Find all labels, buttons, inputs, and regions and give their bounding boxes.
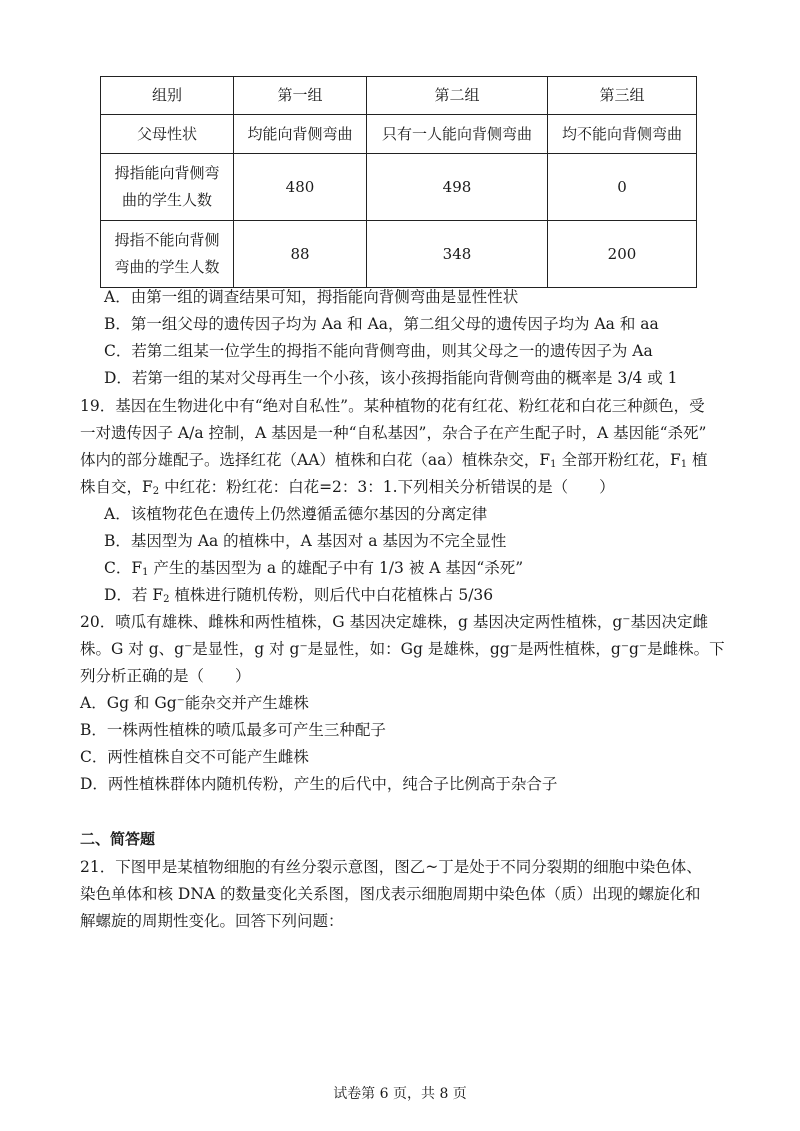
q21-stem-line: 解螺旋的周期性变化。回答下列问题： — [80, 912, 344, 930]
q20-option-d: D．两性植株群体内随机传粉，产生的后代中，纯合子比例高于杂合子 — [80, 775, 558, 793]
q19-text: 株自交，F — [80, 478, 153, 496]
q20-stem-line: 列分析正确的是（ ） — [80, 667, 251, 685]
q19-option-a: A．该植物花色在遗传上仍然遵循孟德尔基因的分离定律 — [104, 505, 488, 523]
page-footer: 试卷第 6 页，共 8 页 — [333, 1086, 467, 1102]
q19-text: D．若 F — [104, 586, 164, 604]
table-row-label-line: 弯曲的学生人数 — [114, 258, 220, 276]
q19-text: 体内的部分雄配子。选择红花（AA）植株和白花（aa）植株杂交，F — [80, 451, 551, 469]
q19-text: 植 — [687, 451, 708, 469]
table-cell: 200 — [548, 221, 697, 288]
table-row-label: 父母性状 — [101, 115, 234, 154]
table-row-label — [101, 221, 234, 288]
table-cell: 均不能向背侧弯曲 — [548, 115, 697, 154]
table-cell: 480 — [234, 154, 367, 221]
q19-text: 全部开粉红花，F — [556, 451, 681, 469]
q19-option-c — [104, 557, 523, 579]
survey-table — [100, 76, 697, 288]
table-header-cell: 第一组 — [234, 77, 367, 115]
section-title: 二、简答题 — [80, 830, 156, 848]
table-header-row — [101, 77, 697, 115]
q19-stem-line — [80, 476, 615, 498]
q19-text: 中红花：粉红花：白花=2：3：1.下列相关分析错误的是（ ） — [159, 478, 615, 496]
q20-option-a: A．Gg 和 Gg⁻能杂交并产生雄株 — [80, 694, 309, 712]
subscript: 1 — [142, 567, 149, 578]
q19-option-d — [104, 584, 493, 606]
q20-option-b: B．一株两性植株的喷瓜最多可产生三种配子 — [80, 721, 386, 739]
q19-stem-line: 19．基因在生物进化中有“绝对自私性”。某种植物的花有红花、粉红花和白花三种颜色，受 — [80, 397, 705, 415]
table-row — [101, 154, 697, 221]
q19-text: 产生的基因型为 a 的雄配子中有 1/3 被 A 基因“杀死” — [148, 559, 524, 577]
q19-text: 植株进行随机传粉，则后代中白花植株占 5/36 — [169, 586, 494, 604]
q18-option-c: C．若第二组某一位学生的拇指不能向背侧弯曲，则其父母之一的遗传因子为 Aa — [104, 342, 653, 360]
table-header-cell: 组别 — [101, 77, 234, 115]
table-cell: 498 — [367, 154, 548, 221]
subscript: 1 — [680, 459, 688, 470]
table-cell: 只有一人能向背侧弯曲 — [367, 115, 548, 154]
table-cell: 均能向背侧弯曲 — [234, 115, 367, 154]
q21-stem-line: 21．下图甲是某植物细胞的有丝分裂示意图，图乙~丁是处于不同分裂期的细胞中染色体、 — [80, 858, 702, 876]
table-row-label-line: 拇指能向背侧弯 — [114, 164, 220, 182]
q18-option-b: B．第一组父母的遗传因子均为 Aa 和 Aa，第二组父母的遗传因子均为 Aa 和 aa — [104, 315, 659, 333]
table-row-label-line: 拇指不能向背侧 — [114, 231, 220, 249]
table-row — [101, 221, 697, 288]
table-row-label-line: 曲的学生人数 — [121, 191, 212, 209]
q20-stem-line: 株。G 对 g、g⁻是显性，g 对 g⁻是显性，如：Gg 是雄株，gg⁻是两性植株，g⁻g⁻是雌株。下 — [80, 640, 725, 658]
q20-option-c: C．两性植株自交不可能产生雌株 — [80, 748, 309, 766]
table-header-cell: 第二组 — [367, 77, 548, 115]
q21-stem-line: 染色单体和核 DNA 的数量变化关系图，图戊表示细胞周期中染色体（质）出现的螺旋化和 — [80, 885, 701, 903]
q19-stem-line — [80, 449, 708, 471]
q18-option-a: A．由第一组的调查结果可知，拇指能向背侧弯曲是显性性状 — [104, 288, 519, 306]
table-row-label — [101, 154, 234, 221]
q19-stem-line: 一对遗传因子 A/a 控制，A 基因是一种“自私基因”，杂合子在产生配子时，A 基因能“杀死” — [80, 424, 707, 442]
subscript: 1 — [550, 459, 557, 470]
table-cell: 348 — [367, 221, 548, 288]
table-header-cell: 第三组 — [548, 77, 697, 115]
subscript: 2 — [163, 594, 170, 605]
q20-stem-line: 20．喷瓜有雄株、雌株和两性植株，G 基因决定雄株，g 基因决定两性植株，g⁻基因决定雌 — [80, 613, 708, 631]
subscript: 2 — [152, 486, 160, 497]
q19-text: C．F — [104, 559, 143, 577]
q19-option-b: B．基因型为 Aa 的植株中，A 基因对 a 基因为不完全显性 — [104, 532, 507, 550]
table-row — [101, 115, 697, 154]
table-cell: 0 — [548, 154, 697, 221]
q18-option-d: D．若第一组的某对父母再生一个小孩，该小孩拇指能向背侧弯曲的概率是 3/4 或 1 — [104, 369, 678, 387]
table-cell: 88 — [234, 221, 367, 288]
